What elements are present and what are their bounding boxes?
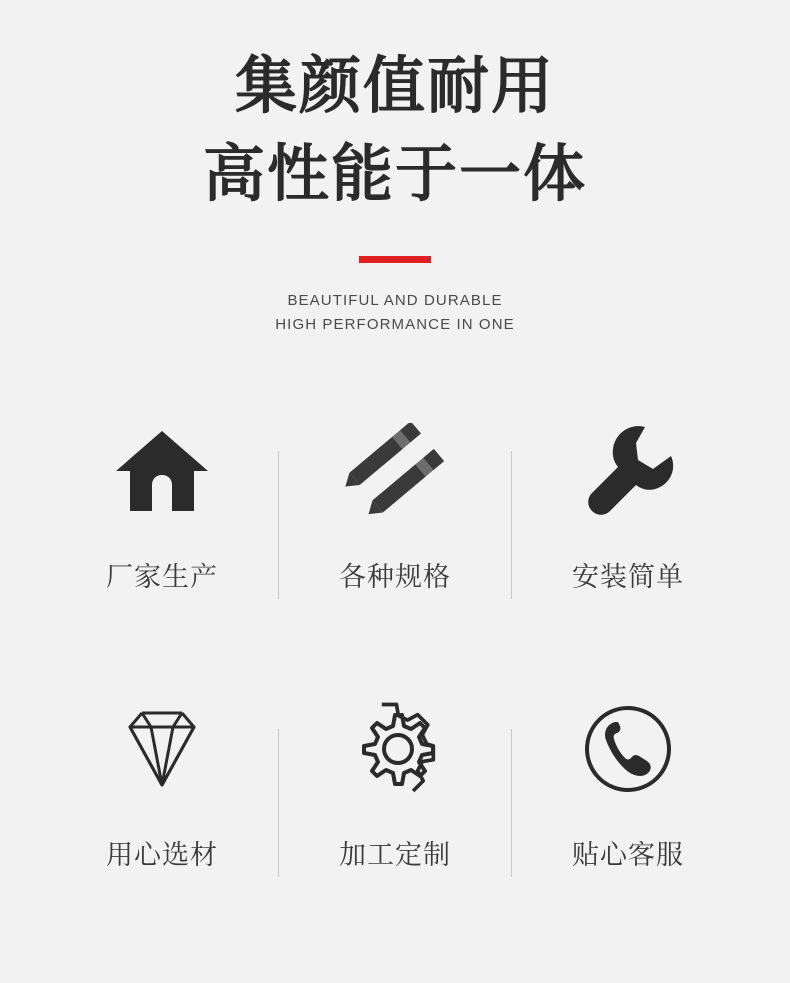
feature-label-custom-processing: 加工定制 <box>339 840 451 871</box>
feature-label-easy-install: 安装简单 <box>572 562 684 593</box>
subtitle-line-1: BEAUTIFUL AND DURABLE <box>287 292 503 309</box>
feature-item-manufacturing <box>50 415 274 635</box>
feature-divider <box>278 451 279 599</box>
subtitle-block <box>0 289 790 337</box>
feature-label-specifications: 各种规格 <box>339 562 451 593</box>
feature-label-customer-service: 贴心客服 <box>572 840 684 871</box>
feature-grid <box>0 415 790 913</box>
gear-icon <box>347 693 443 805</box>
feature-item-custom-processing <box>283 693 507 913</box>
accent-divider <box>359 256 431 263</box>
subtitle-line-2: HIGH PERFORMANCE IN ONE <box>275 316 515 333</box>
feature-item-specifications <box>283 415 507 635</box>
feature-item-customer-service <box>516 693 740 913</box>
feature-divider <box>511 451 512 599</box>
wrench-icon <box>582 415 674 527</box>
headline-block <box>0 0 790 218</box>
feature-divider <box>511 729 512 877</box>
feature-row-1 <box>0 415 790 635</box>
feature-item-material-selection <box>50 693 274 913</box>
pencils-icon <box>343 415 447 527</box>
feature-row-2 <box>0 693 790 913</box>
feature-label-material-selection: 用心选材 <box>106 840 218 871</box>
feature-label-manufacturing: 厂家生产 <box>106 562 218 593</box>
feature-divider <box>278 729 279 877</box>
telephone-handset-icon <box>579 693 677 805</box>
house-icon <box>114 415 210 527</box>
headline-line-2: 高性能于一体 <box>202 137 587 210</box>
diamond-icon <box>110 693 214 805</box>
headline-line-1: 集颜值耐用 <box>234 49 555 122</box>
feature-item-easy-install <box>516 415 740 635</box>
